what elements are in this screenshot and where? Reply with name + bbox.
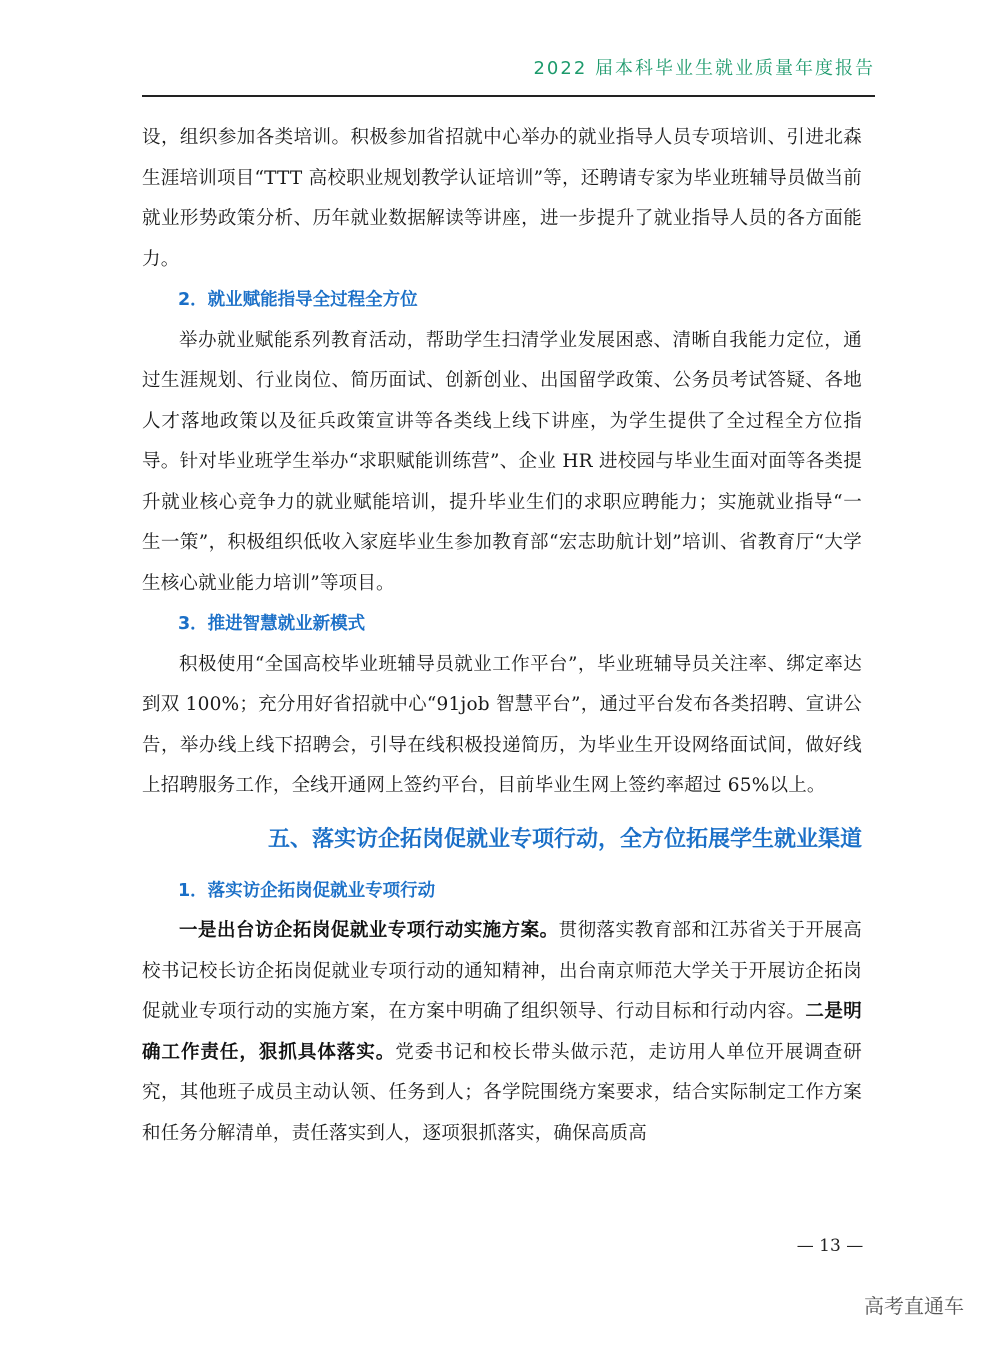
paragraph-empowerment: 举办就业赋能系列教育活动，帮助学生扫清学业发展困惑、清晰自我能力定位，通过生涯规划、行业岗位、简历面试、创新创业、出国留学政策、公务员考试答疑、各地人才落地政策以及征兵政策宣讲等各类线上线下讲座，为学生提供了全过程全方位指导。针对毕业班学生举办“求职赋能训练营”、企业 HR 进校园与毕业生面对面等各类提升就业核心竞争力的就业赋能培训，提升毕业生们的求职应聘能力；实施就业指导“一生一策”，积极组织低收入家庭毕业生参加教育部“宏志助航计划”培训、省教育厅“大学生核心就业能力培训”等项目。 — [142, 329, 862, 594]
lead-phrase-one: 一是出台访企拓岗促就业专项行动实施方案。 — [179, 920, 559, 941]
paragraph-training: 设，组织参加各类培训。积极参加省招就中心举办的就业指导人员专项培训、引进北森生涯培训项目“TTT 高校职业规划教学认证培训”等，还聘请专家为毕业班辅导员做当前就业形势政策分析、历年就业数据解读等讲座，进一步提升了就业指导人员的各方面能力。 — [142, 127, 862, 270]
body-text-two: 党委书记和校长带头做示范，走访用人单位开展调查研究，其他班子成员主动认领、任务到人；各学院围绕方案要求，结合实际制定工作方案和任务分解清单，责任落实到人，逐项狠抓落实，确保高质高 — [142, 1041, 862, 1144]
subheading-smart-employment: 3．推进智慧就业新模式 — [178, 614, 366, 634]
subheading-visit-enterprises: 1．落实访企拓岗促就业专项行动 — [178, 880, 436, 901]
subheading-empowerment: 2．就业赋能指导全过程全方位 — [178, 290, 418, 310]
page-body — [142, 118, 862, 1154]
watermark-text: 高考直通车 — [864, 1294, 964, 1318]
section-heading-five: 五、落实访企拓岗促就业专项行动，全方位拓展学生就业渠道 — [267, 826, 862, 852]
header-divider — [142, 95, 875, 97]
page-number: — 13 — — [796, 1236, 864, 1256]
paragraph-smart-employment: 积极使用“全国高校毕业班辅导员就业工作平台”，毕业班辅导员关注率、绑定率达到双 100%；充分用好省招就中心“91job 智慧平台”，通过平台发布各类招聘、宣讲公告，举办线上线下招聘会，引导在线积极投递简历，为毕业生开设网络面试间，做好线上招聘服务工作，全线开通网上签约平台，目前毕业生网上签约率超过 65%以上。 — [142, 653, 862, 796]
body-text-one: 贯彻落实教育部和江苏省关于开展高校书记校长访企拓岗促就业专项行动的通知精神，出台南京师范大学关于开展访企拓岗促就业专项行动的实施方案，在方案中明确了组织领导、行动目标和行动内容。 — [142, 920, 862, 1022]
paragraph-visit-enterprises — [142, 911, 862, 1154]
report-header-title: 2022 届本科毕业生就业质量年度报告 — [533, 58, 875, 79]
lead-phrase-two: 二是明确工作责任，狠抓具体落实。 — [142, 1001, 862, 1063]
